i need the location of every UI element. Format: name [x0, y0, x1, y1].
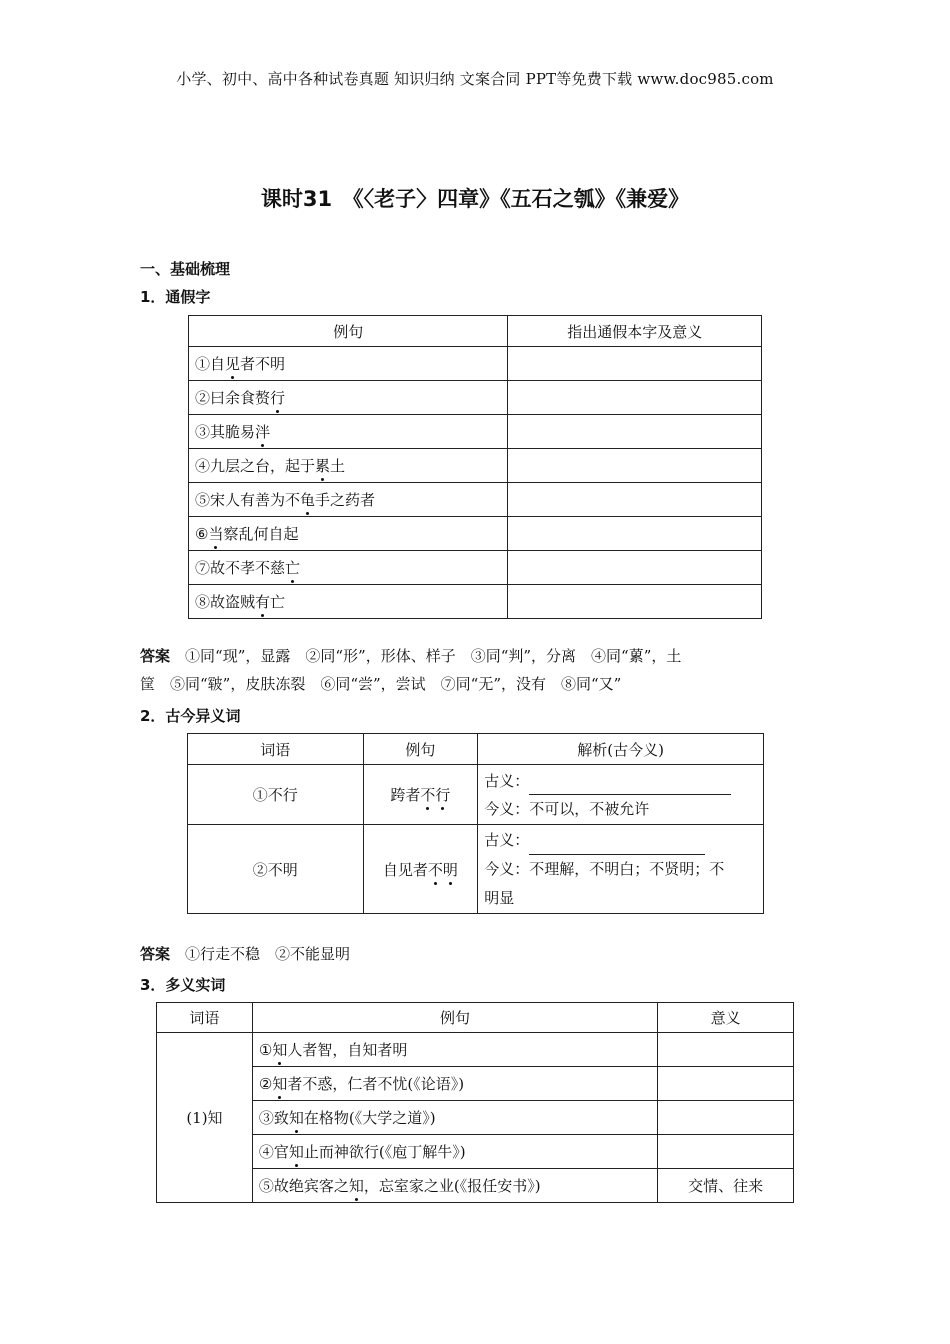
table-row: [157, 1101, 794, 1135]
word-cell: ①不行: [188, 765, 364, 825]
table-row: [188, 825, 764, 914]
table-row: [189, 483, 762, 517]
column-header: 词语: [188, 734, 364, 765]
word-cell: (1)知: [157, 1033, 253, 1203]
answer-text: ①同“现”，显露 ②同“形”，形体、样子 ③同“判”，分离 ④同“蔂”，土: [185, 647, 682, 665]
example-cell: ③致知在格物(《大学之道》): [252, 1101, 657, 1135]
answer-cell: [508, 483, 762, 517]
meaning-cell: [658, 1101, 794, 1135]
example-cell: 自见者不明: [363, 825, 478, 914]
subsection-heading: 3．多义实词: [140, 976, 226, 994]
meaning-cell: [658, 1135, 794, 1169]
meaning-cell: [658, 1033, 794, 1067]
column-header: 指出通假本字及意义: [508, 316, 762, 347]
table-row: [189, 585, 762, 619]
table-row: [189, 347, 762, 381]
table-row: [189, 551, 762, 585]
page-title: 课时31 《〈老子〉四章》《五石之瓠》《兼爱》: [260, 187, 690, 211]
column-header: 意义: [658, 1003, 794, 1033]
answer-label: 答案: [140, 647, 171, 665]
example-sentence: ④九层之台，起于累土: [195, 457, 346, 475]
table-row: [157, 1067, 794, 1101]
answer-text: 筐 ⑤同“皲”，皮肤冻裂 ⑥同“尝”，尝试 ⑦同“无”，没有 ⑧同“又”: [140, 675, 622, 693]
example-sentence: ⑥当察乱何自起: [195, 525, 299, 543]
answer-block: [140, 940, 350, 968]
answer-cell: [508, 381, 762, 415]
analysis-cell: 古义： 今义：不理解，不明白；不贤明；不 明显: [478, 825, 764, 914]
answer-cell: [508, 415, 762, 449]
answer-block: [140, 642, 812, 698]
example-cell: ②知者不惑，仁者不忧(《论语》): [252, 1067, 657, 1101]
gujin-yiyi-table: [187, 733, 764, 914]
table-row: [189, 449, 762, 483]
example-cell: ①知人者智，自知者明: [252, 1033, 657, 1067]
example-cell: ④官知止而神欲行(《庖丁解牛》): [252, 1135, 657, 1169]
table-row: [189, 415, 762, 449]
word-cell: ②不明: [188, 825, 364, 914]
table-row: [188, 765, 764, 825]
column-header: 词语: [157, 1003, 253, 1033]
answer-cell: [508, 551, 762, 585]
table-row: [189, 517, 762, 551]
example-sentence: ①自见者不明: [195, 355, 286, 373]
subsection-heading: 2．古今异义词: [140, 707, 241, 725]
answer-text: ①行走不稳 ②不能显明: [185, 945, 351, 963]
example-sentence: ⑦故不孝不慈亡: [195, 559, 301, 577]
answer-label: 答案: [140, 945, 171, 963]
column-header: 例句: [363, 734, 478, 765]
table-row: [189, 381, 762, 415]
answer-cell: [508, 449, 762, 483]
meaning-cell: [658, 1067, 794, 1101]
column-header: 例句: [189, 316, 508, 347]
example-sentence: ②曰余食赘行: [195, 389, 286, 407]
column-header: 例句: [252, 1003, 657, 1033]
table-row: [157, 1135, 794, 1169]
tongjiazi-table: [188, 315, 762, 619]
example-sentence: ③其脆易泮: [195, 423, 271, 441]
page-header: 小学、初中、高中各种试卷真题 知识归纳 文案合同 PPT等免费下载 www.doc985.com: [176, 70, 774, 88]
answer-cell: [508, 517, 762, 551]
example-cell: ⑤故绝宾客之知，忘室家之业(《报任安书》): [252, 1169, 657, 1203]
table-row: [157, 1169, 794, 1203]
answer-blank: [529, 840, 705, 855]
meaning-cell: 交情、往来: [658, 1169, 794, 1203]
subsection-heading: 1．通假字: [140, 288, 211, 306]
example-cell: 跨者不行: [363, 765, 478, 825]
example-sentence: ⑤宋人有善为不龟手之药者: [195, 491, 376, 509]
duoyi-shici-table: [156, 1002, 794, 1203]
column-header: 解析(古今义): [478, 734, 764, 765]
answer-cell: [508, 585, 762, 619]
analysis-cell: 古义： 今义：不可以，不被允许: [478, 765, 764, 825]
example-sentence: ⑧故盗贼有亡: [195, 593, 286, 611]
section-heading: 一、基础梳理: [140, 260, 231, 278]
answer-blank: [529, 780, 731, 795]
table-row: [157, 1033, 794, 1067]
answer-cell: [508, 347, 762, 381]
